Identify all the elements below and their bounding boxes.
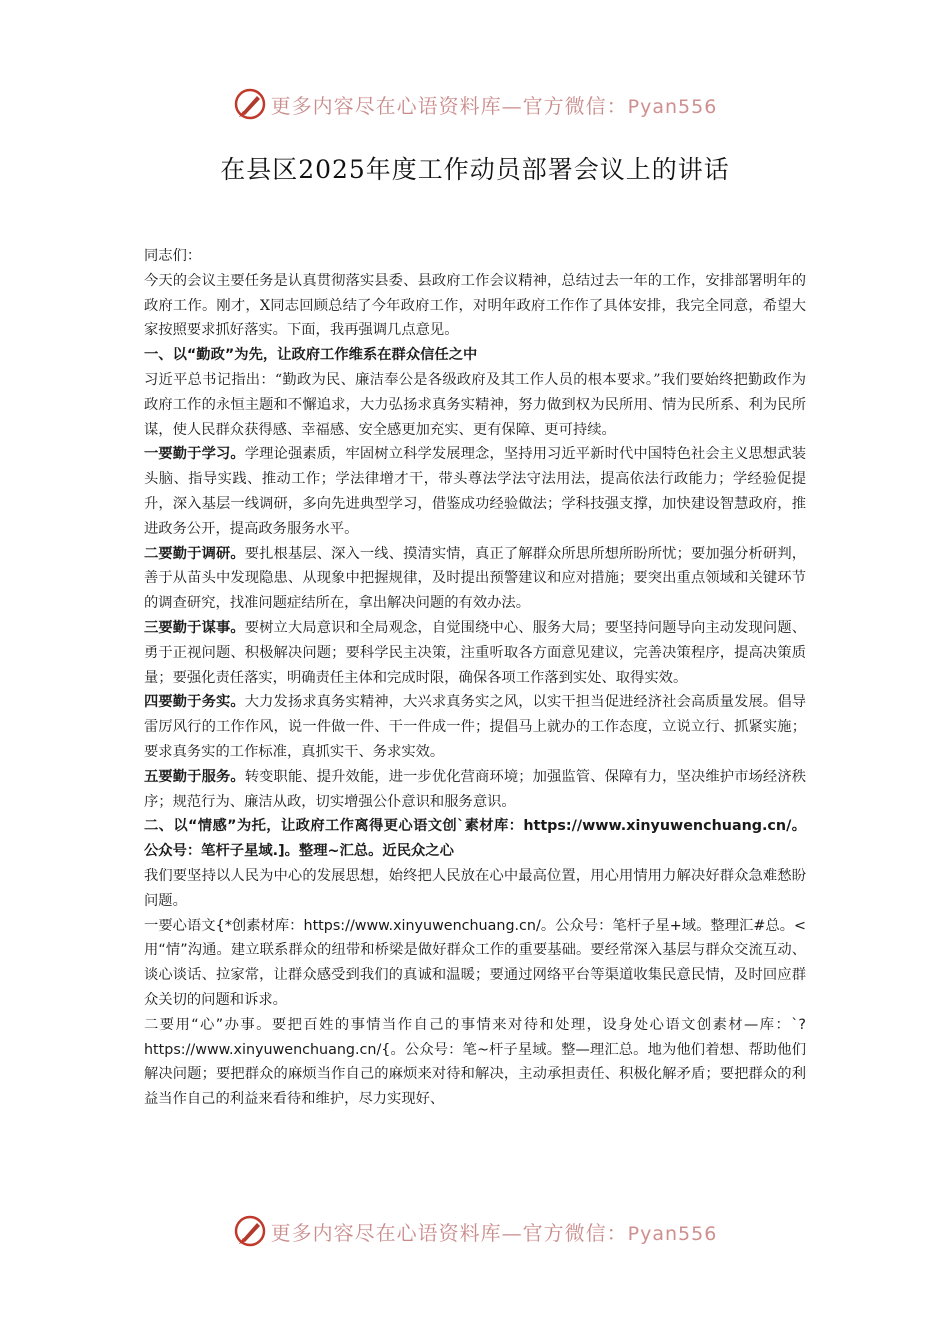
banner-text: 更多内容尽在心语资料库—官方微信：Pyan556 xyxy=(270,93,718,118)
section-2-item-2: 二要用“心”办事。要把百姓的事情当作自己的事情来对待和处理，设身处心语文创素材—库：`?https://www.xinyuwenchuang.cn/{。公众号：笔~杆子星域。整—理汇总。地为他们着想、帮助他们解决问题；要把群众的麻烦当作自己的麻烦来对待和解决，主动承担责任、积极化解矛盾；要把群众的利益当作自己的利益来看待和维护，尽力实现好、 xyxy=(144,1016,806,1108)
pen-nib-logo-icon xyxy=(233,1214,267,1248)
banner-text: 更多内容尽在心语资料库—官方微信：Pyan556 xyxy=(270,1220,718,1245)
section-2-paragraph: 我们要坚持以人民为中心的发展思想，始终把人民放在心中最高位置，用心用情用力解决好群众急难愁盼问题。 xyxy=(144,867,806,909)
section-1-heading: 一、以“勤政”为先，让政府工作维系在群众信任之中 xyxy=(144,347,478,364)
section-1-item-1: 一要勤于学习。学理论强素质，牢固树立科学发展理念，坚持用习近平新时代中国特色社会主义思想武装头脑、指导实践、推动工作；学法律增才干，带头尊法学法守法用法，提高依法行政能力；学经验促提升，深入基层一线调研，多向先进典型学习，借鉴成功经验做法；学科技强支撑，加快建设智慧政府，推进政务公开，提高政务服务水平。 xyxy=(144,446,807,537)
intro-paragraph: 今天的会议主要任务是认真贯彻落实县委、县政府工作会议精神，总结过去一年的工作，安排部署明年的政府工作。刚才，X同志回顾总结了今年政府工作，对明年政府工作作了具体安排，我完全同意，希望大家按照要求抓好落实。下面，我再强调几点意见。 xyxy=(144,272,806,339)
wechat-id: Pyan556 xyxy=(627,95,718,118)
section-2-item-1: 一要心语文{*创素材库：https://www.xinyuwenchuang.cn/。公众号：笔杆子星+域。整理汇#总。<用“情”沟通。建立联系群众的纽带和桥梁是做好群众工作的重要基础。要经常深入基层与群众交流互动、谈心谈话、拉家常，让群众感受到我们的真诚和温暖；要通过网络平台等渠道收集民意民情，及时回应群众关切的问题和诉求。 xyxy=(144,917,806,1008)
section-1-item-5: 五要勤于服务。转变职能、提升效能，进一步优化营商环境；加强监管、保障有力，坚决维护市场经济秩序；规范行为、廉洁从政，切实增强公仆意识和服务意识。 xyxy=(144,768,807,810)
page-title: 在县区2025年度工作动员部署会议上的讲话 xyxy=(220,155,730,184)
pen-nib-logo-icon xyxy=(233,87,267,121)
document-body xyxy=(144,244,806,1112)
section-1-item-2: 二要勤于调研。要扎根基层、深入一线、摸清实情，真正了解群众所思所想所盼所忧；要加强分析研判，善于从苗头中发现隐患、从现象中把握规律，及时提出预警建议和应对措施；要突出重点领域和关键环节的调查研究，找准问题症结所在，拿出解决问题的有效办法。 xyxy=(144,545,807,612)
footer-banner xyxy=(0,1211,950,1251)
greeting: 同志们： xyxy=(144,248,202,264)
header-banner xyxy=(0,84,950,124)
section-1-paragraph: 习近平总书记指出：“勤政为民、廉洁奉公是各级政府及其工作人员的根本要求。”我们要始终把勤政作为政府工作的永恒主题和不懈追求，大力弘扬求真务实精神，努力做到权为民所用、情为民所系、利为民所谋，使人民群众获得感、幸福感、安全感更加充实、更有保障、更可持续。 xyxy=(144,371,806,438)
section-1-item-3: 三要勤于谋事。要树立大局意识和全局观念，自觉围绕中心、服务大局；要坚持问题导向主动发现问题、勇于正视问题、积极解决问题；要科学民主决策，注重听取各方面意见建议，完善决策程序，提高决策质量；要强化责任落实，明确责任主体和完成时限，确保各项工作落到实处、取得实效。 xyxy=(144,619,807,686)
wechat-id: Pyan556 xyxy=(627,1222,718,1245)
section-1-item-4: 四要勤于务实。大力发扬求真务实精神，大兴求真务实之风，以实干担当促进经济社会高质量发展。倡导雷厉风行的工作作风，说一件做一件、干一件成一件；提倡马上就办的工作态度，立说立行、抓紧实施；要求真务实的工作标准，真抓实干、务求实效。 xyxy=(144,694,807,760)
section-2-heading: 二、以“情感”为托，让政府工作离得更心语文创`素材库：https://www.xinyuwenchuang.cn/。公众号：笔杆子星域.]。整理~汇总。近民众之心 xyxy=(144,818,806,860)
